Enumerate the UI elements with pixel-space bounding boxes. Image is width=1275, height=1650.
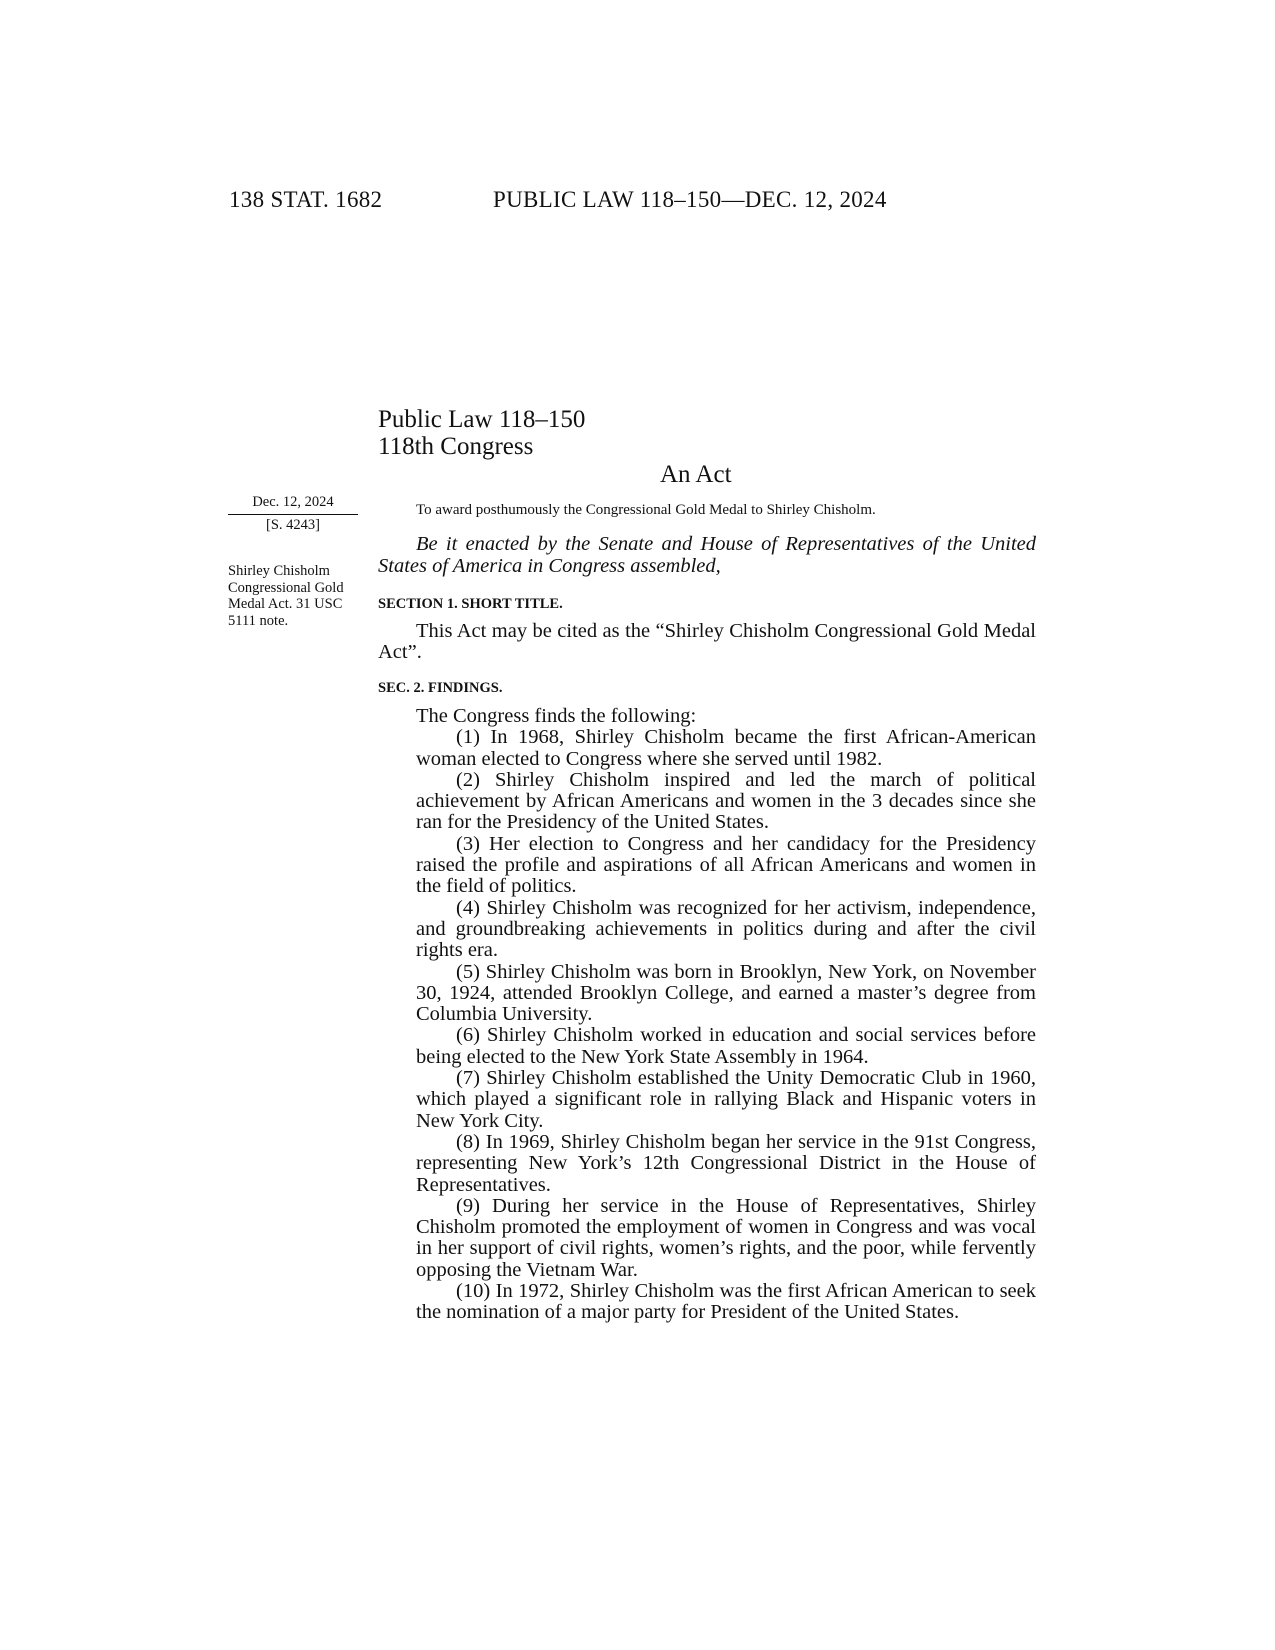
finding-item: (3) Her election to Congress and her candidacy for the Presidency raised the profile and aspirations of all African Americans and women in the field of politics. xyxy=(416,832,1036,898)
finding-item: (5) Shirley Chisholm was born in Brooklyn, New York, on November 30, 1924, attended Brooklyn College, and earned a master’s degree from Columbia University. xyxy=(416,960,1036,1026)
margin-date: Dec. 12, 2024 xyxy=(228,494,358,515)
section-1-heading: SECTION 1. SHORT TITLE. xyxy=(378,596,563,612)
finding-item: (4) Shirley Chisholm was recognized for her activism, independence, and groundbreaking achievements in politics during and after the civil rights era. xyxy=(416,896,1036,962)
section-2-heading: SEC. 2. FINDINGS. xyxy=(378,680,503,696)
finding-item: (9) During her service in the House of Representatives, Shirley Chisholm promoted the employment of women in Congress and was vocal in her support of civil rights, women’s rights, and the poor, while fervently opposing the Vietnam War. xyxy=(416,1194,1036,1281)
law-number: Public Law 118–150 xyxy=(378,406,586,433)
enacting-clause: Be it enacted by the Senate and House of Representatives of the United States of America in Congress assembled, xyxy=(378,533,1036,577)
section-1-text: This Act may be cited as the “Shirley Chisholm Congressional Gold Medal Act”. xyxy=(378,620,1036,664)
finding-item: (1) In 1968, Shirley Chisholm became the first African-American woman elected to Congress where she served until 1982. xyxy=(416,726,1036,770)
act-label: An Act xyxy=(660,461,732,488)
findings-intro: The Congress finds the following: xyxy=(416,705,697,727)
finding-item: (8) In 1969, Shirley Chisholm began her service in the 91st Congress, representing New York’s 12th Congressional District in the House of Representatives. xyxy=(416,1130,1036,1196)
finding-item: (2) Shirley Chisholm inspired and led the march of political achievement by African Americans and women in the 3 decades since she ran for the Presidency of the United States. xyxy=(416,768,1036,834)
finding-item: (6) Shirley Chisholm worked in education and social services before being elected to the New York State Assembly in 1964. xyxy=(416,1024,1036,1068)
act-purpose: To award posthumously the Congressional Gold Medal to Shirley Chisholm. xyxy=(416,502,876,518)
stat-citation: 138 STAT. 1682 xyxy=(229,187,383,212)
running-title: PUBLIC LAW 118–150—DEC. 12, 2024 xyxy=(493,187,887,212)
findings-block xyxy=(416,706,1036,1324)
finding-item: (10) In 1972, Shirley Chisholm was the first African American to seek the nomination of a major party for President of the United States. xyxy=(416,1280,1036,1324)
margin-bill-number: [S. 4243] xyxy=(266,517,320,533)
margin-short-title-note: Shirley Chisholm Congressional Gold Medal Act. 31 USC 5111 note. xyxy=(228,563,344,629)
finding-item: (7) Shirley Chisholm established the Unity Democratic Club in 1960, which played a significant role in rallying Black and Hispanic voters in New York City. xyxy=(416,1067,1036,1132)
congress-number: 118th Congress xyxy=(378,433,534,460)
findings-list xyxy=(416,727,1036,1323)
